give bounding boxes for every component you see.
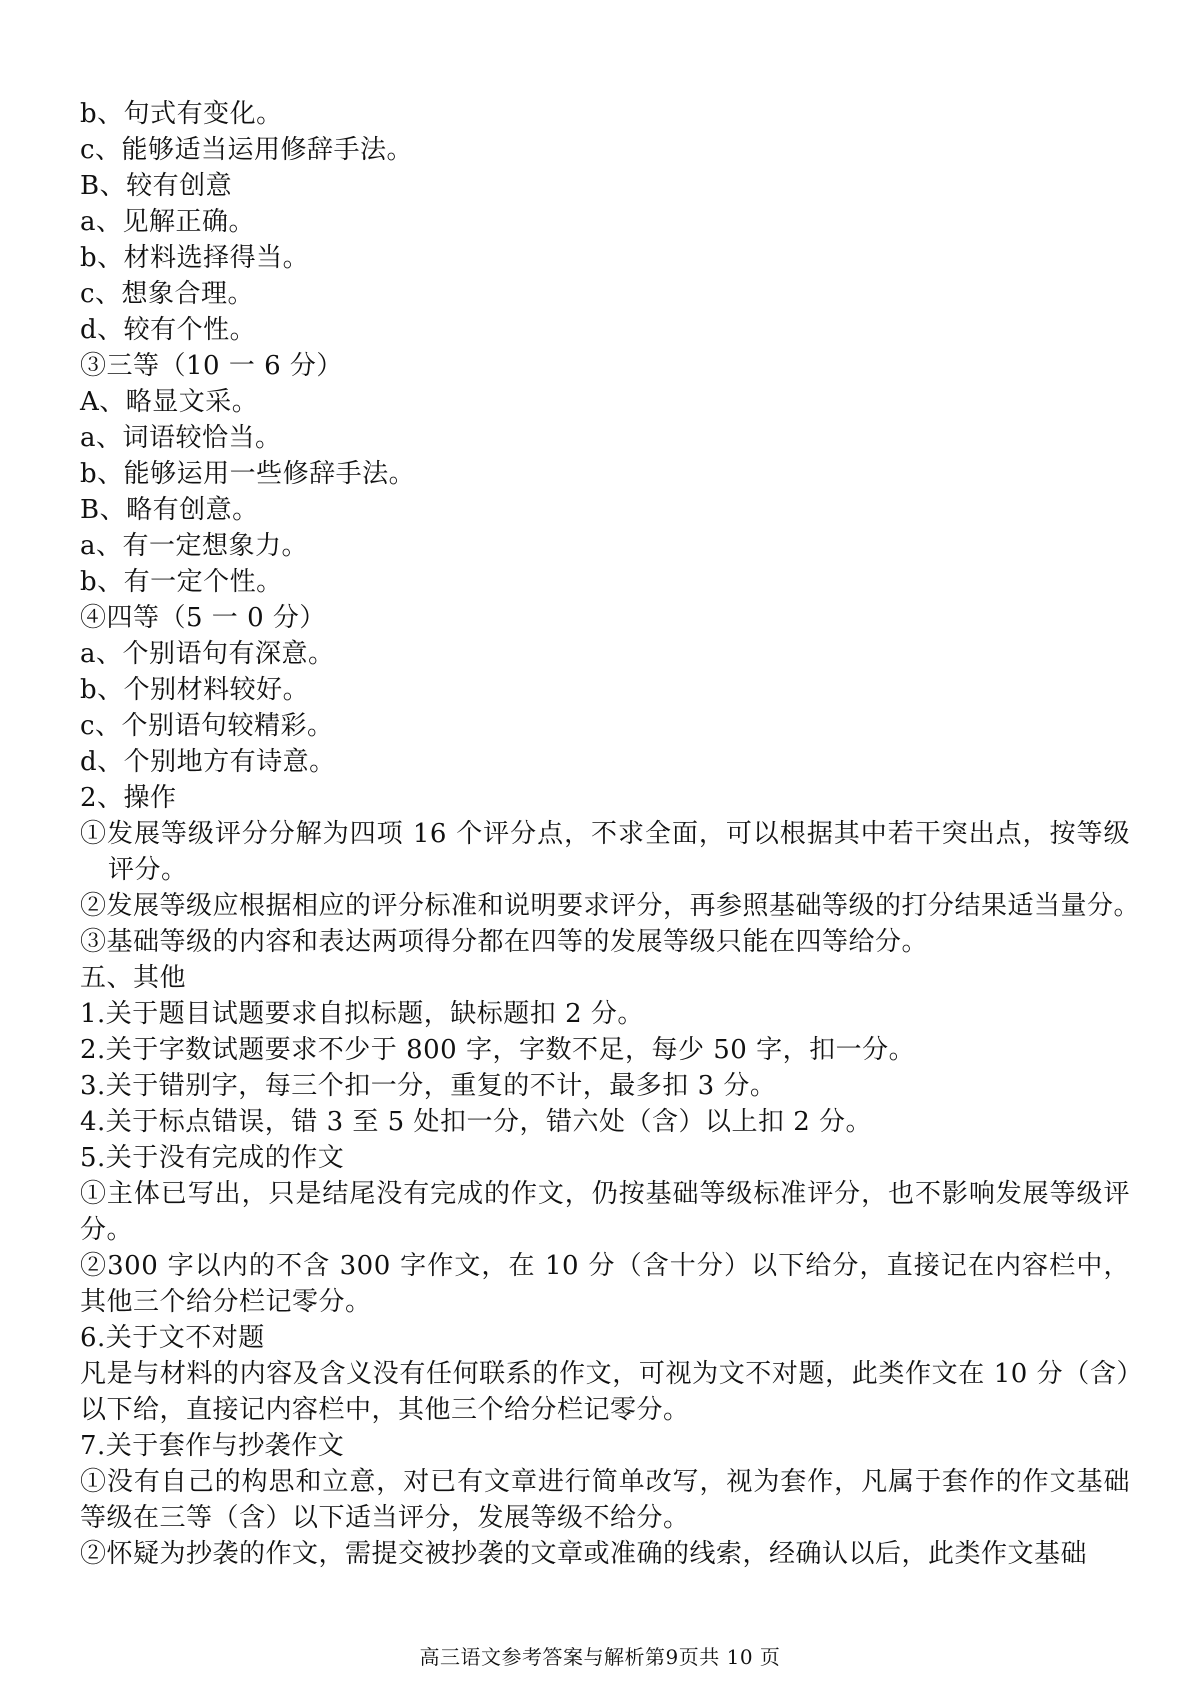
text-line: b、能够运用一些修辞手法。 <box>80 459 416 489</box>
section-heading: 7.关于套作与抄袭作文 <box>80 1431 345 1461</box>
text-line: 2.关于字数试题要求不少于 800 字，字数不足，每少 50 字，扣一分。 <box>80 1035 916 1065</box>
section-heading: ③三等（10 一 6 分） <box>80 351 343 381</box>
paragraph: ①发展等级评分分解为四项 16 个评分点，不求全面，可以根据其中若干突出点，按等级评分。 <box>80 819 1130 885</box>
text-line: a、词语较恰当。 <box>80 423 282 453</box>
paragraph: 凡是与材料的内容及含义没有任何联系的作文，可视为文不对题，此类作文在 10 分（含）以下给，直接记内容栏中，其他三个给分栏记零分。 <box>80 1359 1130 1425</box>
text-line: A、略显文采。 <box>80 387 259 417</box>
text-line: b、有一定个性。 <box>80 567 283 597</box>
document-body <box>80 96 1141 1572</box>
text-line: 4.关于标点错误，错 3 至 5 处扣一分，错六处（含）以上扣 2 分。 <box>80 1107 873 1137</box>
text-line: b、句式有变化。 <box>80 99 283 129</box>
text-line: 3.关于错别字，每三个扣一分，重复的不计，最多扣 3 分。 <box>80 1071 777 1101</box>
text-line: a、个别语句有深意。 <box>80 639 335 669</box>
page-footer: 高三语文参考答案与解析第9页共 10 页 <box>419 1645 781 1669</box>
paragraph: ①没有自己的构思和立意，对已有文章进行简单改写，视为套作，凡属于套作的作文基础等级在三等（含）以下适当评分，发展等级不给分。 <box>80 1467 1130 1533</box>
section-heading: 5.关于没有完成的作文 <box>80 1143 345 1173</box>
text-line: 1.关于题目试题要求自拟标题，缺标题扣 2 分。 <box>80 999 644 1029</box>
paragraph: ②怀疑为抄袭的作文，需提交被抄袭的文章或准确的线索，经确认以后，此类作文基础 <box>80 1539 1088 1569</box>
text-line: B、略有创意。 <box>80 495 259 525</box>
paragraph: ②300 字以内的不含 300 字作文，在 10 分（含十分）以下给分，直接记在内容栏中，其他三个给分栏记零分。 <box>80 1251 1130 1317</box>
text-line: c、个别语句较精彩。 <box>80 711 334 741</box>
section-heading: 2、操作 <box>80 783 177 813</box>
text-line: B、较有创意 <box>80 171 233 201</box>
text-line: d、个别地方有诗意。 <box>80 747 336 777</box>
section-heading: 6.关于文不对题 <box>80 1323 265 1353</box>
text-line: d、较有个性。 <box>80 315 257 345</box>
section-heading: ④四等（5 一 0 分） <box>80 603 326 633</box>
paragraph: ②发展等级应根据相应的评分标准和说明要求评分，再参照基础等级的打分结果适当量分。 <box>80 891 1141 921</box>
paragraph: ①主体已写出，只是结尾没有完成的作文，仍按基础等级标准评分，也不影响发展等级评分。 <box>80 1179 1130 1245</box>
paragraph: ③基础等级的内容和表达两项得分都在四等的发展等级只能在四等给分。 <box>80 927 929 957</box>
text-line: b、个别材料较好。 <box>80 675 310 705</box>
text-line: a、有一定想象力。 <box>80 531 309 561</box>
text-line: a、见解正确。 <box>80 207 256 237</box>
text-line: c、想象合理。 <box>80 279 255 309</box>
text-line: c、能够适当运用修辞手法。 <box>80 135 414 165</box>
text-line: b、材料选择得当。 <box>80 243 310 273</box>
section-heading: 五、其他 <box>80 963 187 993</box>
